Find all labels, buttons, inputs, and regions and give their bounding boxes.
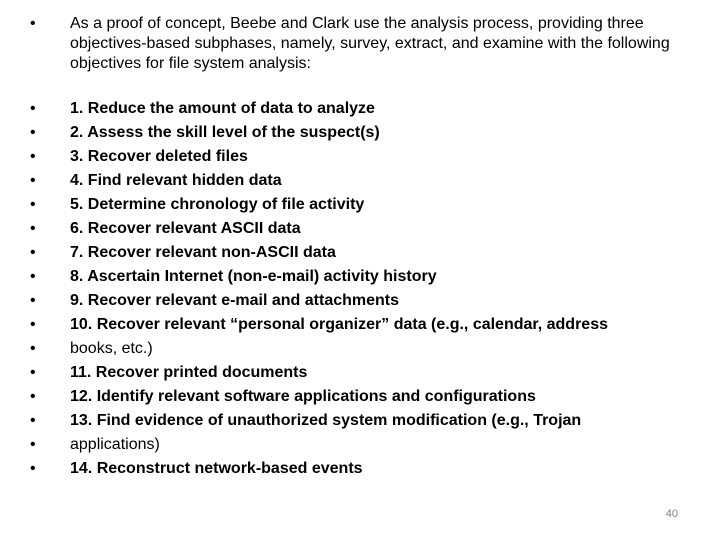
bullet-icon: • bbox=[30, 292, 36, 309]
objective-text: 5. Determine chronology of file activity bbox=[70, 196, 365, 213]
list-item bbox=[30, 266, 690, 290]
objective-text: 12. Identify relevant software applications and configurations bbox=[70, 388, 536, 405]
list-item bbox=[30, 410, 690, 434]
list-item bbox=[30, 362, 690, 386]
bullet-icon: • bbox=[30, 268, 36, 285]
list-item bbox=[30, 290, 690, 314]
objective-text: 14. Reconstruct network-based events bbox=[70, 460, 363, 477]
bullet-icon: • bbox=[30, 436, 36, 453]
list-item bbox=[30, 146, 690, 170]
list-item bbox=[30, 218, 690, 242]
objective-text: 8. Ascertain Internet (non-e-mail) activity history bbox=[70, 268, 437, 285]
list-item bbox=[30, 458, 690, 482]
list-item bbox=[30, 242, 690, 266]
list-item bbox=[30, 386, 690, 410]
bullet-icon: • bbox=[30, 460, 36, 477]
objectives-list bbox=[30, 98, 690, 482]
bullet-icon: • bbox=[30, 364, 36, 381]
list-item bbox=[30, 122, 690, 146]
bullet-icon: • bbox=[30, 244, 36, 261]
intro-paragraph bbox=[30, 14, 690, 74]
list-item bbox=[30, 434, 690, 458]
objective-text: 9. Recover relevant e-mail and attachments bbox=[70, 292, 400, 309]
bullet-icon: • bbox=[30, 196, 36, 213]
page-number: 40 bbox=[665, 508, 678, 520]
bullet-icon: • bbox=[30, 316, 36, 333]
bullet-icon: • bbox=[30, 15, 36, 32]
objective-text: applications) bbox=[70, 436, 160, 453]
objective-text: 4. Find relevant hidden data bbox=[70, 172, 282, 189]
intro-text: As a proof of concept, Beebe and Clark use the analysis process, providing three objectives-based subphases, namely, survey, extract, and examine with the following objectives for file system analysis: bbox=[70, 15, 670, 72]
objective-text: 1. Reduce the amount of data to analyze bbox=[70, 100, 375, 117]
objective-text: books, etc.) bbox=[70, 340, 153, 357]
objective-text: 11. Recover printed documents bbox=[70, 364, 308, 381]
bullet-icon: • bbox=[30, 388, 36, 405]
bullet-icon: • bbox=[30, 172, 36, 189]
objective-text: 3. Recover deleted files bbox=[70, 148, 248, 165]
bullet-icon: • bbox=[30, 340, 36, 357]
objective-text: 10. Recover relevant “personal organizer” data (e.g., calendar, address bbox=[70, 316, 608, 333]
bullet-icon: • bbox=[30, 220, 36, 237]
bullet-icon: • bbox=[30, 148, 36, 165]
list-item bbox=[30, 98, 690, 122]
objective-text: 2. Assess the skill level of the suspect(s) bbox=[70, 124, 380, 141]
objective-text: 6. Recover relevant ASCII data bbox=[70, 220, 301, 237]
objective-text: 7. Recover relevant non-ASCII data bbox=[70, 244, 336, 261]
list-item bbox=[30, 338, 690, 362]
list-item bbox=[30, 194, 690, 218]
list-item bbox=[30, 170, 690, 194]
bullet-icon: • bbox=[30, 100, 36, 117]
list-item bbox=[30, 314, 690, 338]
objective-text: 13. Find evidence of unauthorized system modification (e.g., Trojan bbox=[70, 412, 582, 429]
bullet-icon: • bbox=[30, 412, 36, 429]
bullet-icon: • bbox=[30, 124, 36, 141]
